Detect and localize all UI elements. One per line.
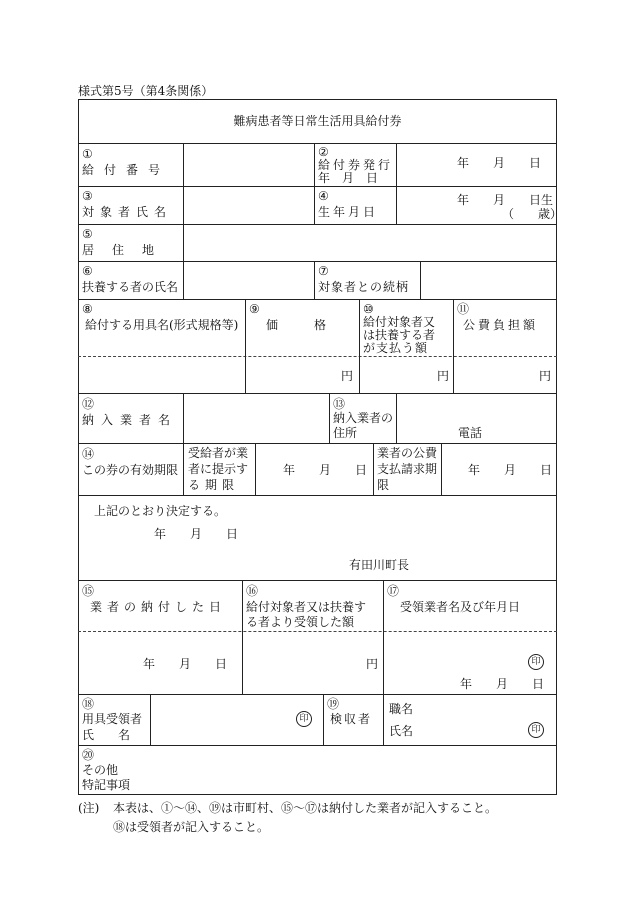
label-receiving-supplier: 受領業者名及び年月日	[400, 600, 521, 614]
item-number-18: ⑱	[82, 697, 95, 711]
received-yen: 円	[366, 657, 379, 671]
label-delivery-date: 業者の納付した日	[90, 600, 227, 614]
payment-yen: 円	[437, 369, 450, 383]
label-kyufu-bango: 給付番号	[82, 163, 171, 177]
row-line	[78, 143, 557, 144]
label-job-title: 職名	[389, 702, 414, 716]
item-number-16: ⑯	[246, 584, 259, 598]
seal-icon: 印	[296, 711, 312, 727]
col-line	[383, 580, 384, 694]
dashed-line	[78, 356, 557, 357]
label-recipient-name: 対象者氏名	[82, 205, 173, 219]
item-number-17: ⑰	[387, 584, 400, 598]
row-line	[78, 495, 557, 496]
col-line	[150, 694, 151, 745]
mayor-title: 有田川町長	[349, 558, 410, 572]
label-full-name: 氏名	[389, 724, 414, 738]
note-prefix: (注)	[78, 801, 100, 815]
label-supplier-name: 納入業者名	[82, 413, 178, 427]
item-number-7: ⑦	[318, 264, 329, 278]
item-number-13: ⑬	[333, 397, 346, 411]
item-number-15: ⑮	[82, 584, 95, 598]
item-number-20: ⑳	[82, 748, 95, 762]
col-line	[245, 299, 246, 393]
row-line	[78, 393, 557, 394]
item-number-11: ⑪	[457, 302, 470, 316]
birth-date-field[interactable]: 年 月 日生	[457, 193, 554, 207]
col-line	[359, 299, 360, 393]
label-payment-a: 給付対象者又	[363, 315, 436, 329]
row-line	[78, 186, 557, 187]
label-supplier-address-b: 住所	[333, 426, 358, 440]
col-line	[373, 443, 374, 495]
label-supplier-address-a: 納入業者の	[333, 411, 394, 425]
note-line-1: 本表は、①～⑭、⑲は市町村、⑮～⑰は納付した業者が記入すること。	[113, 801, 498, 815]
item-number-3: ③	[82, 189, 93, 203]
row-line	[78, 443, 557, 444]
seal-icon: 印	[528, 654, 544, 670]
label-other-b: 特記事項	[82, 778, 131, 792]
row-line	[78, 745, 557, 746]
label-payment-c: が支払う額	[363, 341, 429, 355]
col-line	[314, 261, 315, 299]
label-received-amount-b: る者より受領した額	[246, 615, 355, 629]
label-inspector: 検収者	[330, 712, 373, 726]
item-number-2: ②	[318, 145, 329, 159]
decision-date[interactable]: 年 月 日	[154, 527, 239, 541]
label-validity: この券の有効期限	[82, 463, 179, 477]
col-line	[183, 143, 184, 261]
note-line-2: ⑱は受領者が記入すること。	[113, 820, 270, 834]
label-claim-deadline-b: 支払請求期	[377, 462, 438, 476]
label-claim-deadline-a: 業者の公費	[377, 446, 438, 460]
label-issue-date-b: 年 月 日	[318, 171, 379, 185]
col-line	[453, 299, 454, 393]
col-line	[420, 261, 421, 299]
label-present-deadline-c: る期限	[188, 478, 240, 492]
col-line	[242, 580, 243, 694]
label-received-amount-a: 給付対象者又は扶養す	[246, 600, 367, 614]
item-number-19: ⑲	[327, 697, 340, 711]
item-number-9: ⑨	[249, 302, 260, 316]
label-equipment-receiver-b: 氏 名	[82, 728, 131, 742]
item-number-12: ⑫	[82, 397, 95, 411]
row-line	[78, 261, 557, 262]
item-number-4: ④	[318, 189, 329, 203]
dashed-line	[78, 631, 557, 632]
item-number-8: ⑧	[82, 302, 93, 316]
col-line	[396, 143, 397, 224]
supplier-date-field[interactable]: 年 月 日	[460, 677, 545, 691]
label-present-deadline-a: 受給者が業	[188, 446, 249, 460]
label-issue-date-a: 給付券発行	[318, 158, 394, 172]
burden-yen: 円	[539, 369, 552, 383]
col-line	[396, 393, 397, 443]
item-number-5: ⑤	[82, 227, 93, 241]
label-claim-deadline-c: 限	[377, 478, 390, 492]
item-number-14: ⑭	[82, 447, 95, 461]
col-line	[183, 393, 184, 443]
form-title: 難病患者等日常生活用具給付券	[233, 114, 402, 128]
claim-deadline-field[interactable]: 年 月 日	[468, 463, 553, 477]
item-number-6: ⑥	[82, 264, 93, 278]
label-other-a: その他	[82, 763, 119, 777]
present-deadline-field[interactable]: 年 月 日	[283, 463, 368, 477]
col-line	[183, 261, 184, 299]
label-present-deadline-b: 者に提示す	[188, 462, 249, 476]
item-number-1: ①	[82, 147, 93, 161]
delivery-date-field[interactable]: 年 月 日	[143, 657, 228, 671]
col-line	[255, 443, 256, 495]
col-line	[314, 143, 315, 224]
col-line	[323, 694, 324, 745]
price-yen: 円	[341, 369, 354, 383]
seal-icon: 印	[528, 722, 544, 738]
col-line	[183, 443, 184, 495]
label-supporter-name: 扶養する者の氏名	[82, 280, 179, 294]
row-line	[78, 580, 557, 581]
decision-text: 上記のとおり決定する。	[94, 504, 227, 518]
label-price: 価 格	[266, 318, 327, 332]
label-relationship: 対象者との続柄	[318, 280, 410, 294]
col-line	[383, 694, 384, 745]
label-public-burden: 公費負担額	[463, 318, 539, 332]
form-id: 様式第5号（第4条関係）	[78, 84, 214, 98]
phone-label: 電話	[458, 426, 483, 440]
age-field[interactable]: （ 歳）	[502, 207, 563, 221]
label-address: 居住地	[82, 243, 173, 257]
issue-date-field[interactable]: 年 月 日	[457, 156, 542, 170]
label-equipment-name: 給付する用具名(形式規格等)	[85, 318, 239, 332]
col-line	[329, 393, 330, 443]
label-equipment-receiver-a: 用具受領者	[82, 712, 143, 726]
row-line	[78, 299, 557, 300]
col-line	[441, 443, 442, 495]
label-birth-date: 生年月日	[318, 205, 379, 219]
label-payment-b: は扶養する者	[363, 328, 436, 342]
item-number-10: ⑩	[363, 302, 374, 316]
row-line	[78, 224, 557, 225]
